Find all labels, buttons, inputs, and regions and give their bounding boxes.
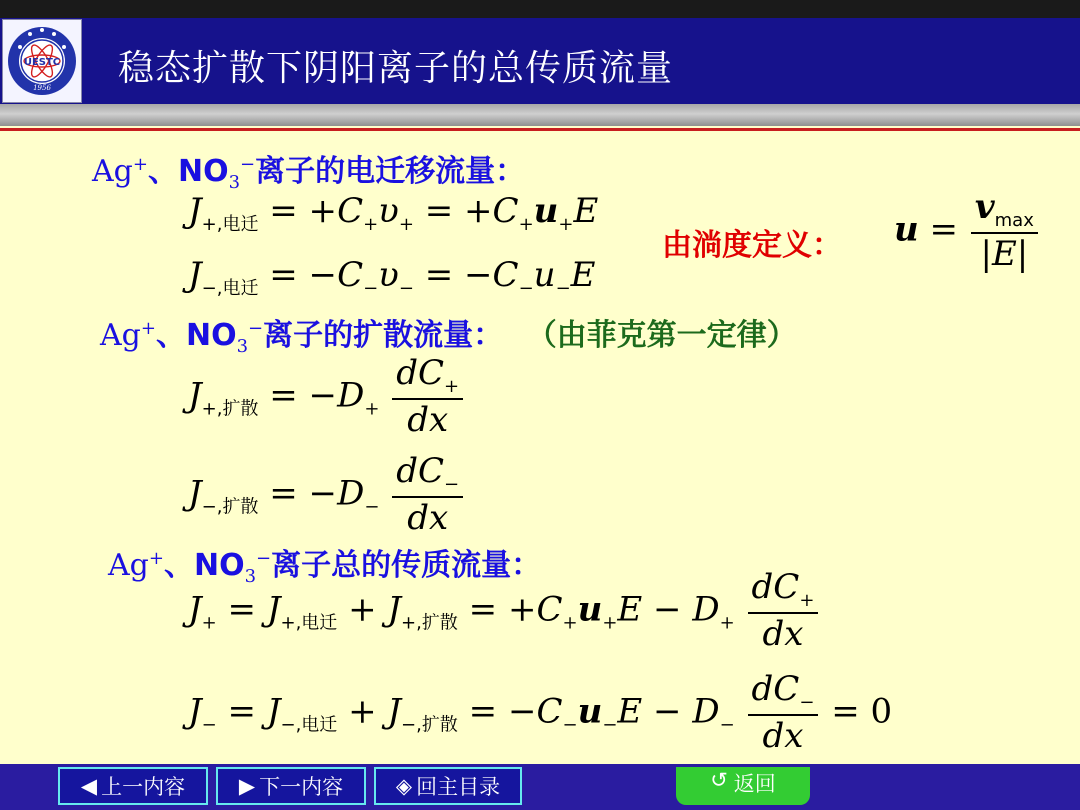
equation-mobility: u = $\frac{v_{max}}{|E|}$	[894, 188, 1040, 274]
migration-heading: Ag+、$NO_3^-$离子的电迁移流量：	[92, 154, 526, 193]
header-divider	[0, 104, 1080, 126]
total-flux-heading: Ag+、$NO_3^-$离子总的传质流量：	[108, 548, 542, 587]
equation-migration-anion: $J_{-,电迁} = -C_-\upsilon_- = -C_-u_-E$	[188, 255, 596, 299]
diffusion-heading: Ag+、$NO_3^-$离子的扩散流量： （由菲克第一定律）	[100, 318, 797, 357]
triangle-left-icon: ◀	[80, 774, 98, 798]
prev-content-label: 上一内容	[101, 775, 186, 799]
home-menu-label: 回主目录	[416, 775, 501, 799]
equation-total-cation: $J_+ = J_{+,电迁} + J_{+,扩散} = +C_+u_+E - D_+$ $\frac{dC_+}{dx}$	[188, 568, 820, 654]
back-label: 返回	[733, 772, 776, 796]
equation-diffusion-cation: $J_{+,扩散} = -D_+$ $\frac{dC_+}{dx}$	[188, 354, 465, 440]
return-arrow-icon: ↺	[710, 768, 728, 792]
equation-migration-cation: $J_{+,电迁} = +C_+\upsilon_+ = +C_+u_+E$	[188, 191, 599, 235]
equation-total-anion: $J_- = J_{-,电迁} + J_{-,扩散} = -C_-u_-E - D_-$ $\frac{dC_-}{dx}$ = 0	[188, 669, 893, 756]
top-bar	[0, 0, 1080, 18]
uestc-emblem-icon	[6, 25, 78, 97]
next-content-label: 下一内容	[259, 775, 344, 799]
svg-text:1956: 1956	[33, 84, 51, 92]
mobility-definition-label: 由淌度定义：	[662, 228, 842, 263]
slide-header	[0, 18, 1080, 104]
university-logo	[2, 19, 82, 103]
next-content-button[interactable]	[216, 767, 366, 805]
back-button[interactable]	[676, 767, 810, 805]
diamond-icon: ◈	[395, 774, 413, 798]
prev-content-button[interactable]	[58, 767, 208, 805]
triangle-right-icon: ▶	[238, 774, 256, 798]
header-rule	[0, 128, 1080, 131]
home-menu-button[interactable]	[374, 767, 522, 805]
equation-diffusion-anion: $J_{-,扩散} = -D_-$ $\frac{dC_-}{dx}$	[188, 452, 465, 538]
page-title: 稳态扩散下阴阳离子的总传质流量	[118, 48, 674, 89]
svg-text:UESTC: UESTC	[23, 57, 61, 68]
